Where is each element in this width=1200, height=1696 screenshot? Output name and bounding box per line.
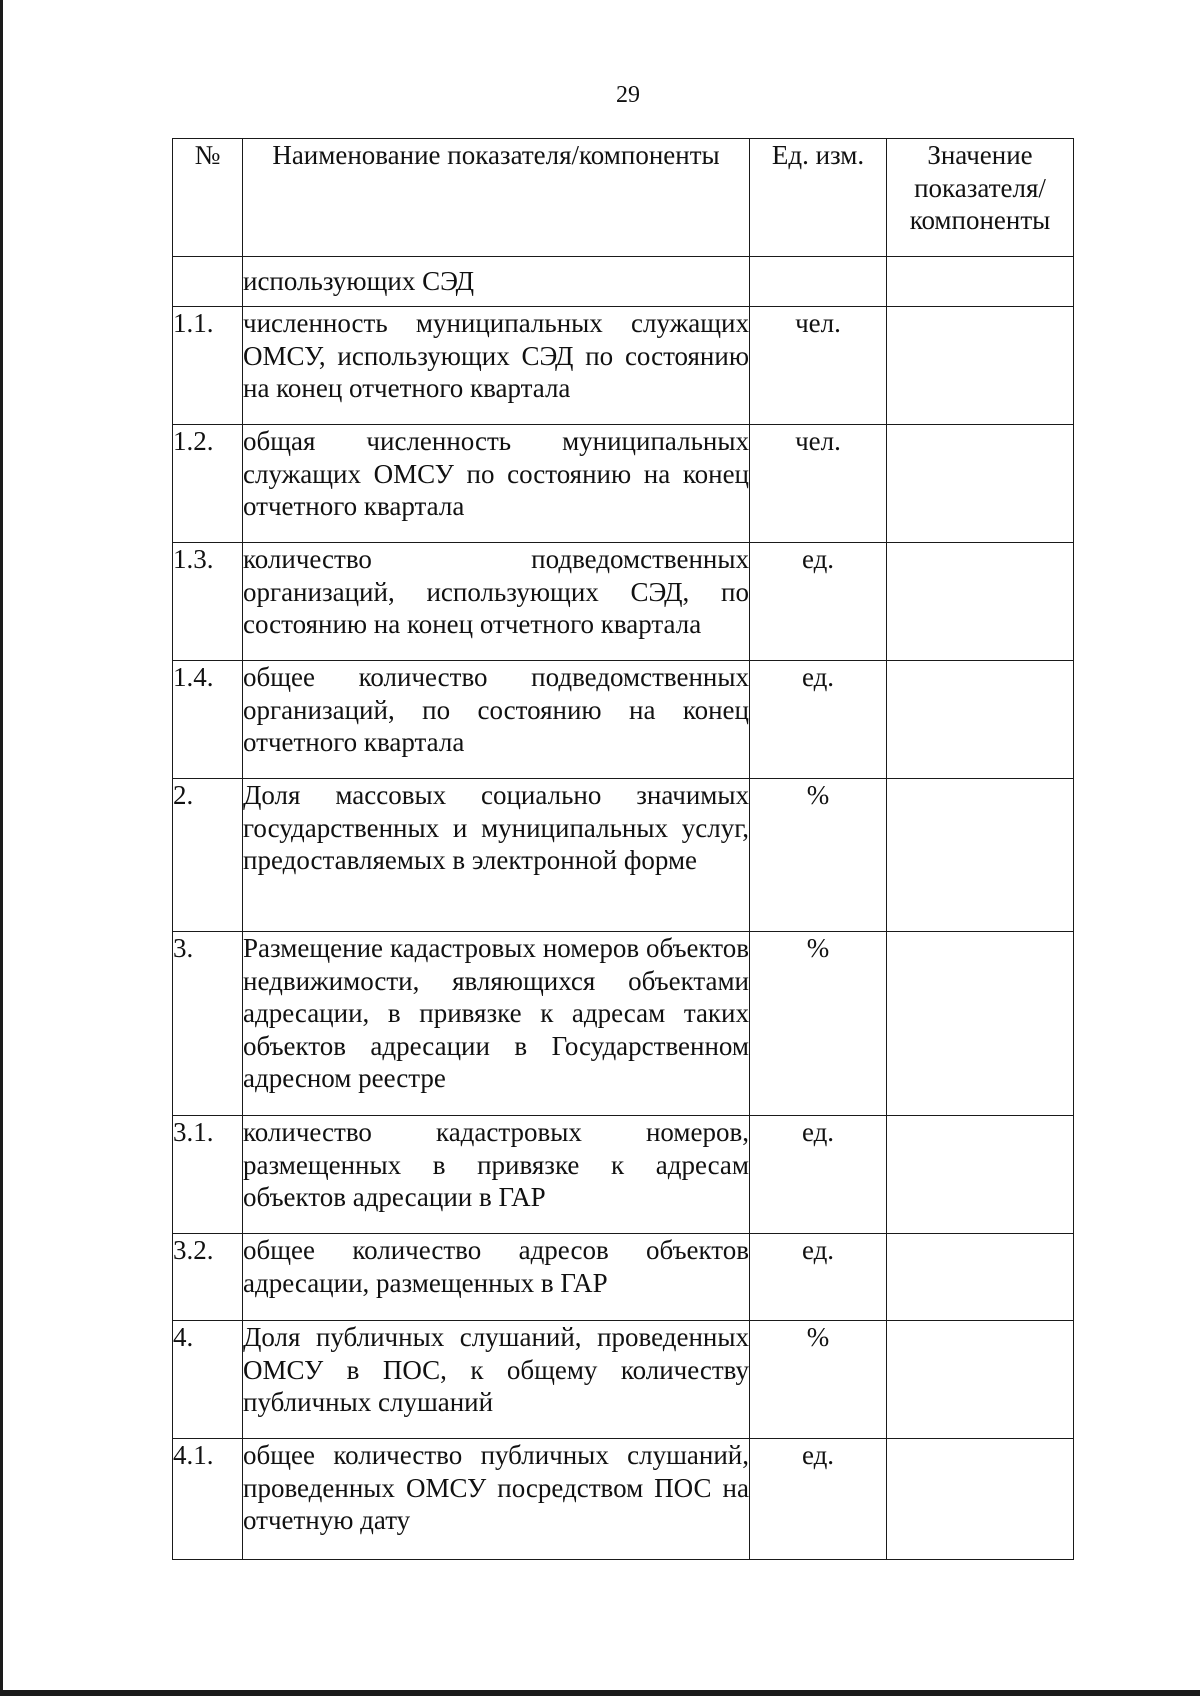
table-row	[173, 425, 1074, 543]
row-value	[887, 1116, 1074, 1234]
row-value	[887, 425, 1074, 543]
row-unit: ед.	[750, 543, 887, 661]
header-number: №	[173, 139, 243, 257]
row-unit: ед.	[750, 1439, 887, 1560]
row-indicator-name: Доля массовых социально значимых государственных и муниципальных услуг, предоставляемых в электронной форме	[243, 779, 750, 932]
row-value	[887, 661, 1074, 779]
row-number: 1.2.	[173, 425, 243, 543]
row-value	[887, 307, 1074, 425]
row-unit: ед.	[750, 1116, 887, 1234]
row-number: 3.1.	[173, 1116, 243, 1234]
row-number: 2.	[173, 779, 243, 932]
row-indicator-name: общее количество подведомственных организаций, по состоянию на конец отчетного квартала	[243, 661, 750, 779]
table-row	[173, 543, 1074, 661]
row-number: 1.4.	[173, 661, 243, 779]
header-indicator-name: Наименование показателя/компоненты	[243, 139, 750, 257]
row-unit: чел.	[750, 425, 887, 543]
table-header-row	[173, 139, 1074, 257]
row-value	[887, 257, 1074, 307]
table-row	[173, 307, 1074, 425]
row-number: 1.1.	[173, 307, 243, 425]
row-indicator-name: Размещение кадастровых номеров объектов недвижимости, являющихся объектами адресации, в привязке к адресам таких объектов адресации в Государственном адресном реестре	[243, 932, 750, 1116]
row-unit: %	[750, 1321, 887, 1439]
row-indicator-name: количество кадастровых номеров, размещенных в привязке к адресам объектов адресации в ГАР	[243, 1116, 750, 1234]
scan-edge-left	[0, 0, 3, 1696]
row-indicator-name: общее количество адресов объектов адресации, размещенных в ГАР	[243, 1234, 750, 1321]
row-unit: %	[750, 779, 887, 932]
scan-edge-bottom	[0, 1690, 1200, 1696]
indicators-table	[172, 138, 1074, 1560]
row-number: 1.3.	[173, 543, 243, 661]
page-number: 29	[616, 82, 640, 108]
table-row	[173, 1321, 1074, 1439]
table-row	[173, 1116, 1074, 1234]
row-value	[887, 1439, 1074, 1560]
row-number: 4.	[173, 1321, 243, 1439]
table-row	[173, 1439, 1074, 1560]
row-value	[887, 543, 1074, 661]
row-indicator-name: численность муниципальных служащих ОМСУ, использующих СЭД по состоянию на конец отчетного квартала	[243, 307, 750, 425]
row-indicator-name: общая численность муниципальных служащих ОМСУ по состоянию на конец отчетного квартала	[243, 425, 750, 543]
row-number: 4.1.	[173, 1439, 243, 1560]
row-unit	[750, 257, 887, 307]
table-row	[173, 1234, 1074, 1321]
row-value	[887, 1234, 1074, 1321]
row-unit: %	[750, 932, 887, 1116]
header-value: Значение показателя/ компоненты	[887, 139, 1074, 257]
table-row	[173, 257, 1074, 307]
row-unit: чел.	[750, 307, 887, 425]
row-indicator-name: Доля публичных слушаний, проведенных ОМСУ в ПОС, к общему количеству публичных слушаний	[243, 1321, 750, 1439]
row-unit: ед.	[750, 1234, 887, 1321]
row-indicator-name: общее количество публичных слушаний, проведенных ОМСУ посредством ПОС на отчетную дату	[243, 1439, 750, 1560]
row-number	[173, 257, 243, 307]
table-row	[173, 932, 1074, 1116]
table-row	[173, 779, 1074, 932]
row-indicator-name: количество подведомственных организаций, использующих СЭД, по состоянию на конец отчетного квартала	[243, 543, 750, 661]
row-indicator-name: использующих СЭД	[243, 257, 750, 307]
row-value	[887, 779, 1074, 932]
row-value	[887, 932, 1074, 1116]
row-unit: ед.	[750, 661, 887, 779]
row-number: 3.	[173, 932, 243, 1116]
row-value	[887, 1321, 1074, 1439]
header-unit: Ед. изм.	[750, 139, 887, 257]
table-row	[173, 661, 1074, 779]
row-number: 3.2.	[173, 1234, 243, 1321]
